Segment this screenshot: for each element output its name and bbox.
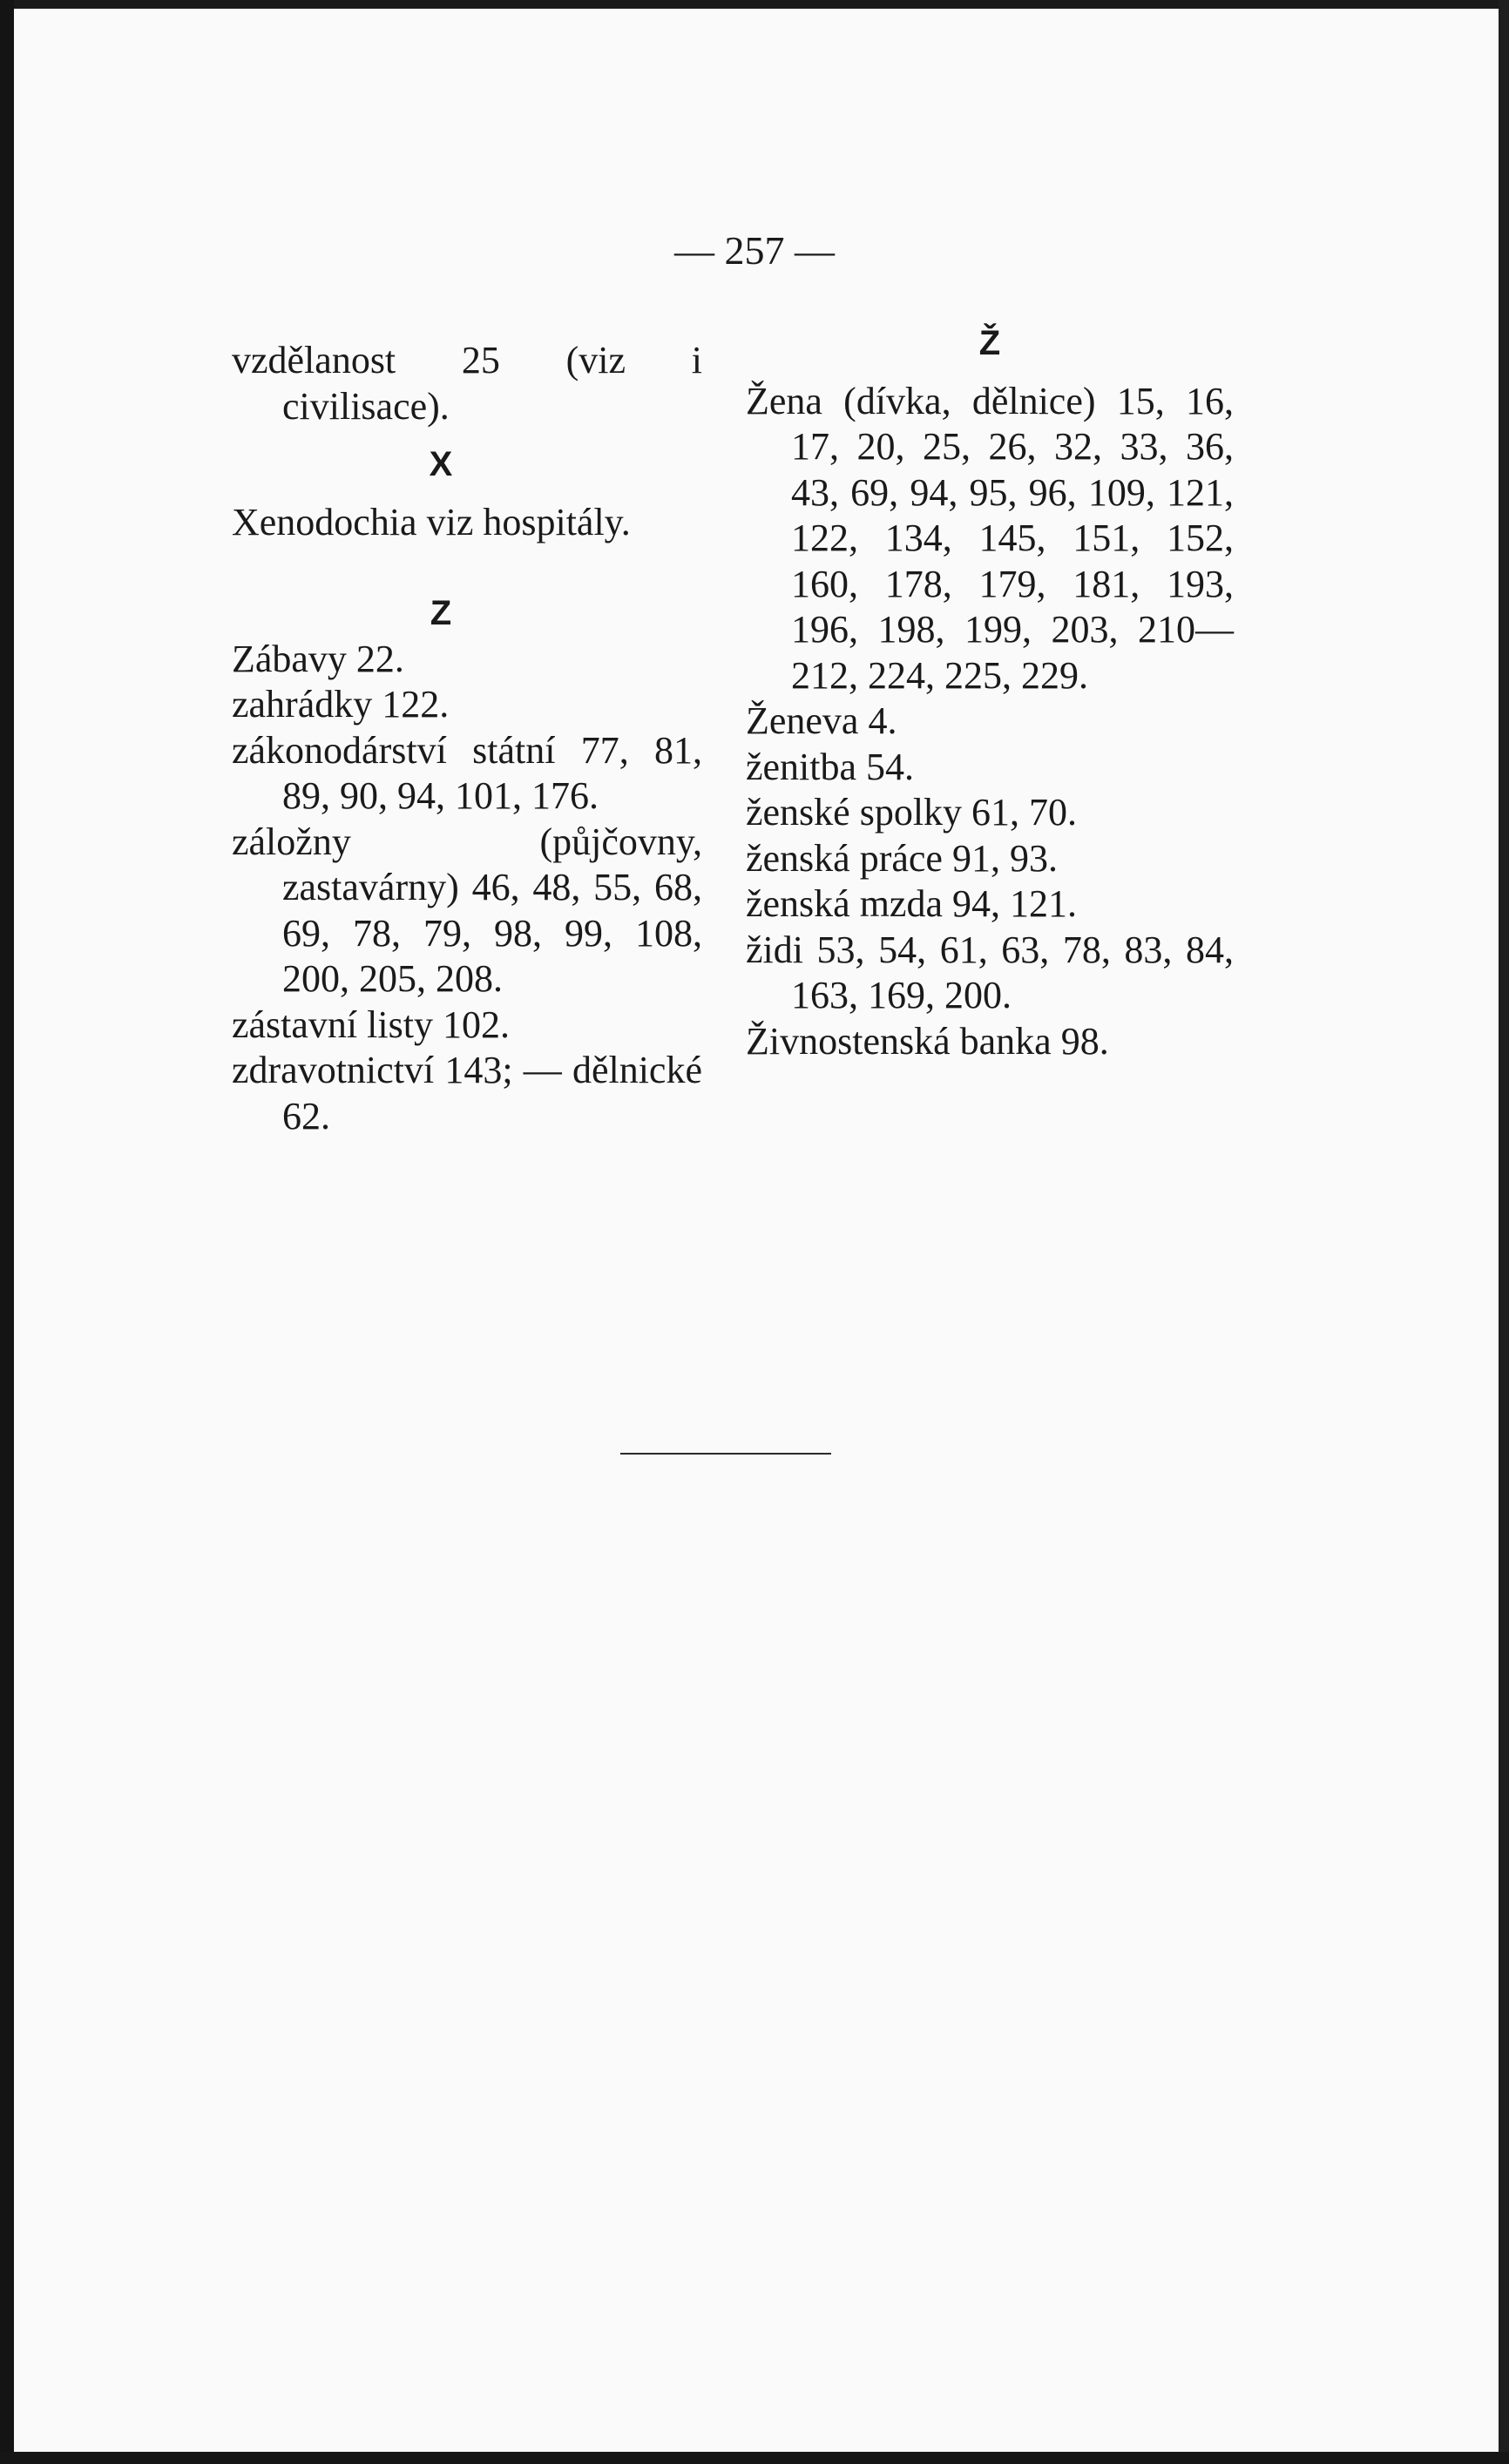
index-entry-zenitba: ženitba 54. bbox=[746, 745, 915, 788]
scan-edge-right bbox=[1499, 0, 1509, 2464]
index-entry-zivnostenska: Živnostenská banka 98. bbox=[746, 1019, 1109, 1063]
page-number: — 257 — bbox=[674, 228, 835, 273]
letter-heading-z: Z bbox=[430, 594, 452, 632]
scan-edge-top bbox=[0, 0, 1509, 9]
index-column-left bbox=[232, 338, 702, 1139]
index-entry-zakonodarstvi: zákonodárství státní 77, 81, 89, 90, 94, 101, 176. bbox=[232, 728, 702, 817]
index-entry-zastavni: zástavní listy 102. bbox=[232, 1002, 510, 1046]
index-entry-xenodochia: Xenodochia viz hospitály. bbox=[232, 500, 631, 543]
index-column-right bbox=[746, 321, 1234, 1064]
scan-edge-bottom bbox=[0, 2452, 1509, 2464]
index-entry-zenske-spolky: ženské spolky 61, 70. bbox=[746, 791, 1078, 834]
index-entry-zenska-prace: ženská práce 91, 93. bbox=[746, 836, 1058, 880]
letter-heading-zh: Ž bbox=[978, 324, 1001, 362]
letter-heading-x: X bbox=[429, 445, 453, 483]
index-entry-zeneva: Ženeva 4. bbox=[746, 699, 897, 742]
index-entry-vzdelanost: vzdělanost 25 (viz i civilisace). bbox=[232, 339, 702, 428]
index-entry-zalozny: záložny (půjčovny, zastavárny) 46, 48, 55, 68, 69, 78, 79, 98, 99, 108, 200, 205, 208. bbox=[232, 820, 702, 1000]
index-entry-zabavy: Zábavy 22. bbox=[232, 637, 404, 680]
end-rule bbox=[620, 1453, 831, 1455]
index-entry-zdravotnictvi: zdravotnictví 143; — dělnické 62. bbox=[232, 1049, 702, 1137]
index-entry-zidi: židi 53, 54, 61, 63, 78, 83, 84, 163, 169, 200. bbox=[746, 928, 1234, 1016]
index-entry-zena: Žena (dívka, dělnice) 15, 16, 17, 20, 25, 26, 32, 33, 36, 43, 69, 94, 95, 96, 109, 121, 122, 134, 145, 151, 152, 160, 178, 179, 181, 193, 196, 198, 199, 203, 210—212, 224, 225, 229. bbox=[746, 379, 1234, 697]
index-entry-zenska-mzda: ženská mzda 94, 121. bbox=[746, 882, 1077, 925]
scan-edge-left bbox=[0, 0, 14, 2464]
index-entry-zahradky: zahrádky 122. bbox=[232, 683, 450, 726]
